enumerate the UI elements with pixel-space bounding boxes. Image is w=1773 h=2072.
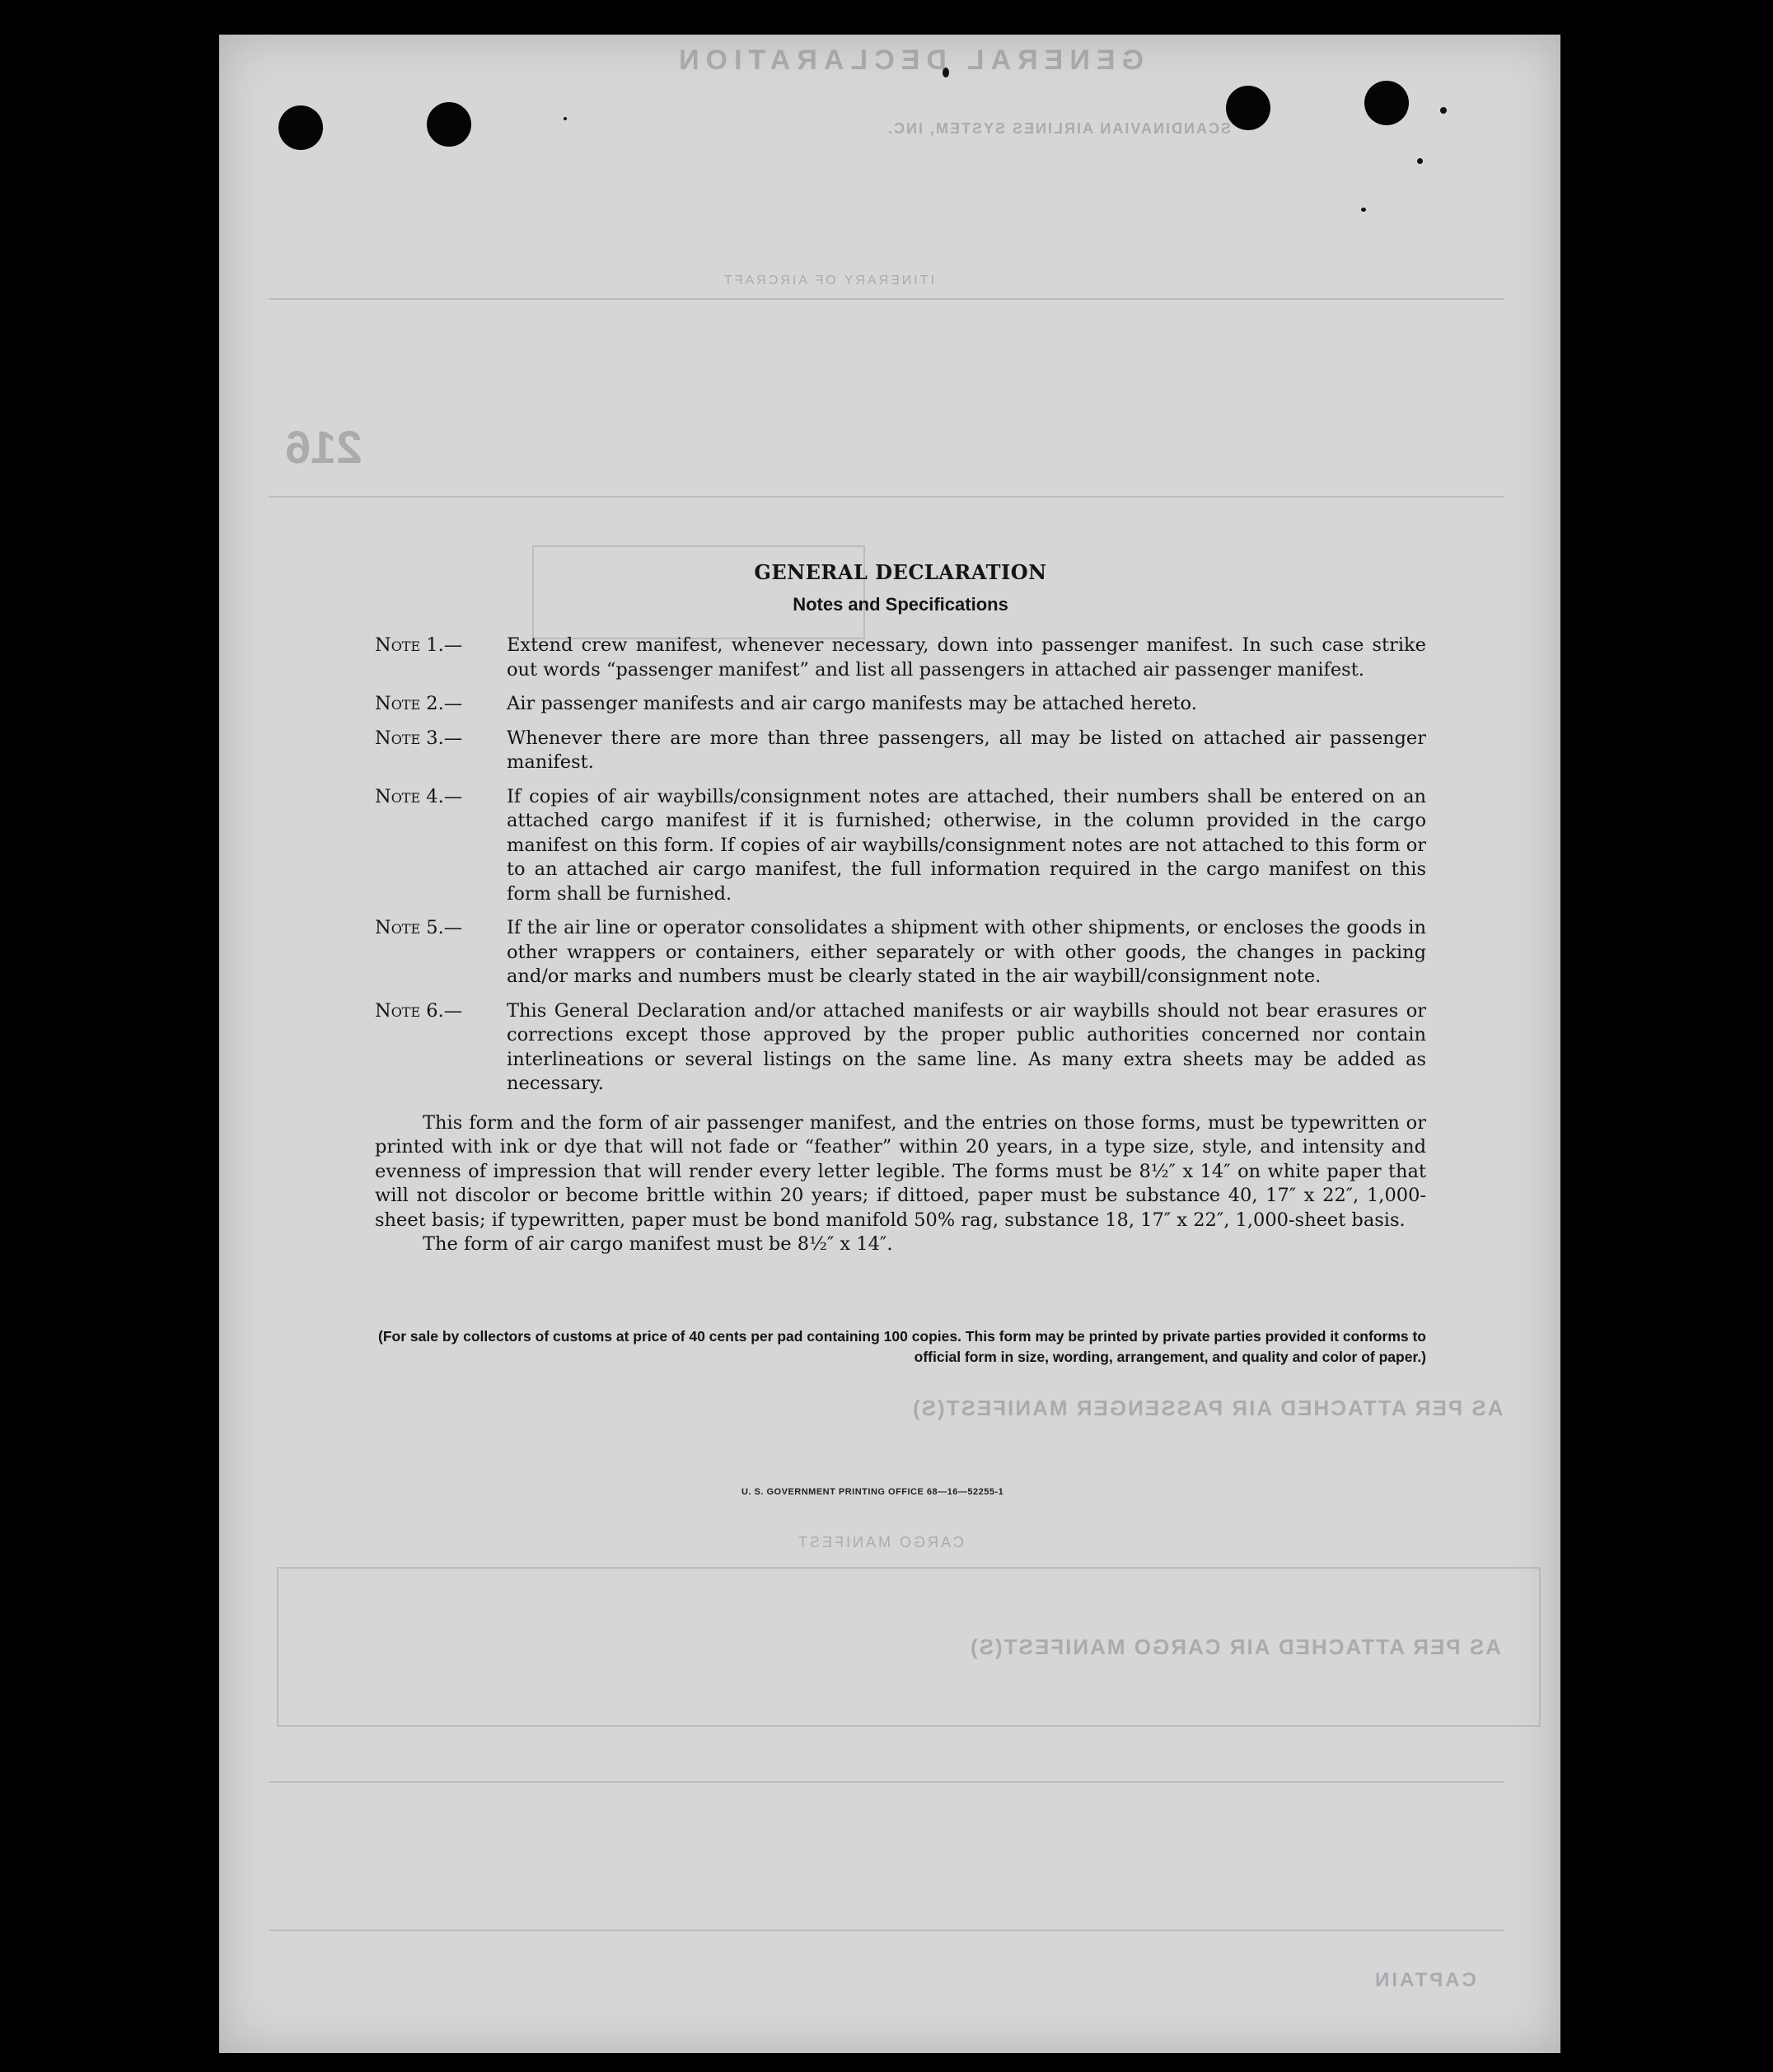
printer-imprint: U. S. GOVERNMENT PRINTING OFFICE 68—16—52255-1 bbox=[741, 1487, 1004, 1497]
note-text: This General Declaration and/or attached manifests or air waybills should not bear erasures or corrections except those approved by the proper public authorities concerned nor contain interlineations or several listings on the same line. As many extra sheets may be added as necessary. bbox=[507, 999, 1426, 1094]
sale-notice: (For sale by collectors of customs at price of 40 cents per pad containing 100 copies. This form may be printed by private parties provided it conforms to official form in size, wording, arrangement, and quality and color of paper.) bbox=[378, 1327, 1426, 1365]
cargo-specification-paragraph: The form of air cargo manifest must be 8½″ x 14″. bbox=[423, 1233, 893, 1255]
page-subtitle: Notes and Specifications bbox=[793, 594, 1008, 615]
note-text: If the air line or operator consolidates a shipment with other shipments, or encloses the goods in other wrappers or containers, either separately or with other goods, the changes in packing and/or marks and numbers must be clearly stated in the air waybill/consignment note. bbox=[507, 917, 1426, 987]
note-text: If copies of air waybills/consignment notes are attached, their numbers shall be entered on an attached cargo manifest if it is furnished; otherwise, in the column provided in the cargo manifest on this form. If copies of air waybills/consignment notes are not attached to this form or to an attached air cargo manifest, the full information required in the cargo manifest on this form shall be furnished. bbox=[507, 785, 1426, 905]
punch-hole bbox=[1226, 86, 1270, 130]
bleed-through-passenger-stamp: AS PER ATTACHED AIR PASSENGER MANIFEST(S) bbox=[911, 1396, 1504, 1420]
punch-hole bbox=[278, 105, 323, 150]
punch-hole bbox=[1364, 81, 1409, 125]
note-label: Note 6.— bbox=[375, 999, 463, 1022]
bleed-through-rule bbox=[269, 298, 1504, 300]
ink-speck bbox=[1361, 208, 1366, 212]
page-title: GENERAL DECLARATION bbox=[754, 560, 1047, 584]
bleed-through-number: 216 bbox=[285, 421, 363, 473]
bleed-through-rule bbox=[269, 1781, 1504, 1783]
bleed-through-cargo-header: CARGO MANIFEST bbox=[796, 1534, 965, 1550]
note-item bbox=[375, 692, 1426, 717]
note-item bbox=[375, 785, 1426, 907]
note-item bbox=[375, 727, 1426, 775]
bleed-through-rule bbox=[269, 1929, 1504, 1931]
note-label: Note 4.— bbox=[375, 785, 463, 807]
bleed-through-cargo-stamp: AS PER ATTACHED AIR CARGO MANIFEST(S) bbox=[969, 1635, 1501, 1659]
note-label: Note 3.— bbox=[375, 727, 463, 749]
ink-speck bbox=[1417, 158, 1423, 164]
bleed-through-itinerary: ITINERARY OF AIRCRAFT bbox=[722, 274, 934, 288]
note-label: Note 5.— bbox=[375, 917, 463, 938]
note-label: Note 2.— bbox=[375, 693, 463, 714]
note-item bbox=[375, 999, 1426, 1097]
note-text: Air passenger manifests and air cargo manifests may be attached hereto. bbox=[507, 693, 1197, 714]
bleed-through-rule bbox=[269, 496, 1504, 498]
form-specification-paragraph: This form and the form of air passenger manifest, and the entries on those forms, must be typewritten or printed with ink or dye that will not fade or “feather” within 20 years, in a type size, style, and intensity and evenness of impression that will render every letter legible. The forms must be 8½″ x 14″ on white paper that will not discolor or become brittle within 20 years; if dittoed, paper must be substance 40, 17″ x 22″, 1,000-sheet basis; if typewritten, paper must be bond manifold 50% rag, substance 18, 17″ x 22″, 1,000-sheet basis. bbox=[375, 1111, 1426, 1231]
punch-hole bbox=[427, 102, 471, 147]
bleed-through-title: GENERAL DECLARATION bbox=[672, 44, 1144, 76]
note-text: Whenever there are more than three passengers, all may be listed on attached air passenger manifest. bbox=[507, 727, 1426, 773]
ink-speck bbox=[564, 117, 567, 120]
notes-section bbox=[375, 560, 1426, 1368]
note-item bbox=[375, 634, 1426, 682]
note-label: Note 1.— bbox=[375, 634, 463, 656]
note-item bbox=[375, 916, 1426, 989]
note-text: Extend crew manifest, whenever necessary, down into passenger manifest. In such case strike out words “passenger manifest” and list all passengers in attached air passenger manifest. bbox=[507, 634, 1426, 681]
ink-speck bbox=[1440, 107, 1447, 114]
bleed-through-airline: SCANDINAVIAN AIRLINES SYSTEM, INC. bbox=[886, 120, 1232, 137]
bleed-through-captain: CAPTAIN bbox=[1373, 1969, 1476, 1991]
